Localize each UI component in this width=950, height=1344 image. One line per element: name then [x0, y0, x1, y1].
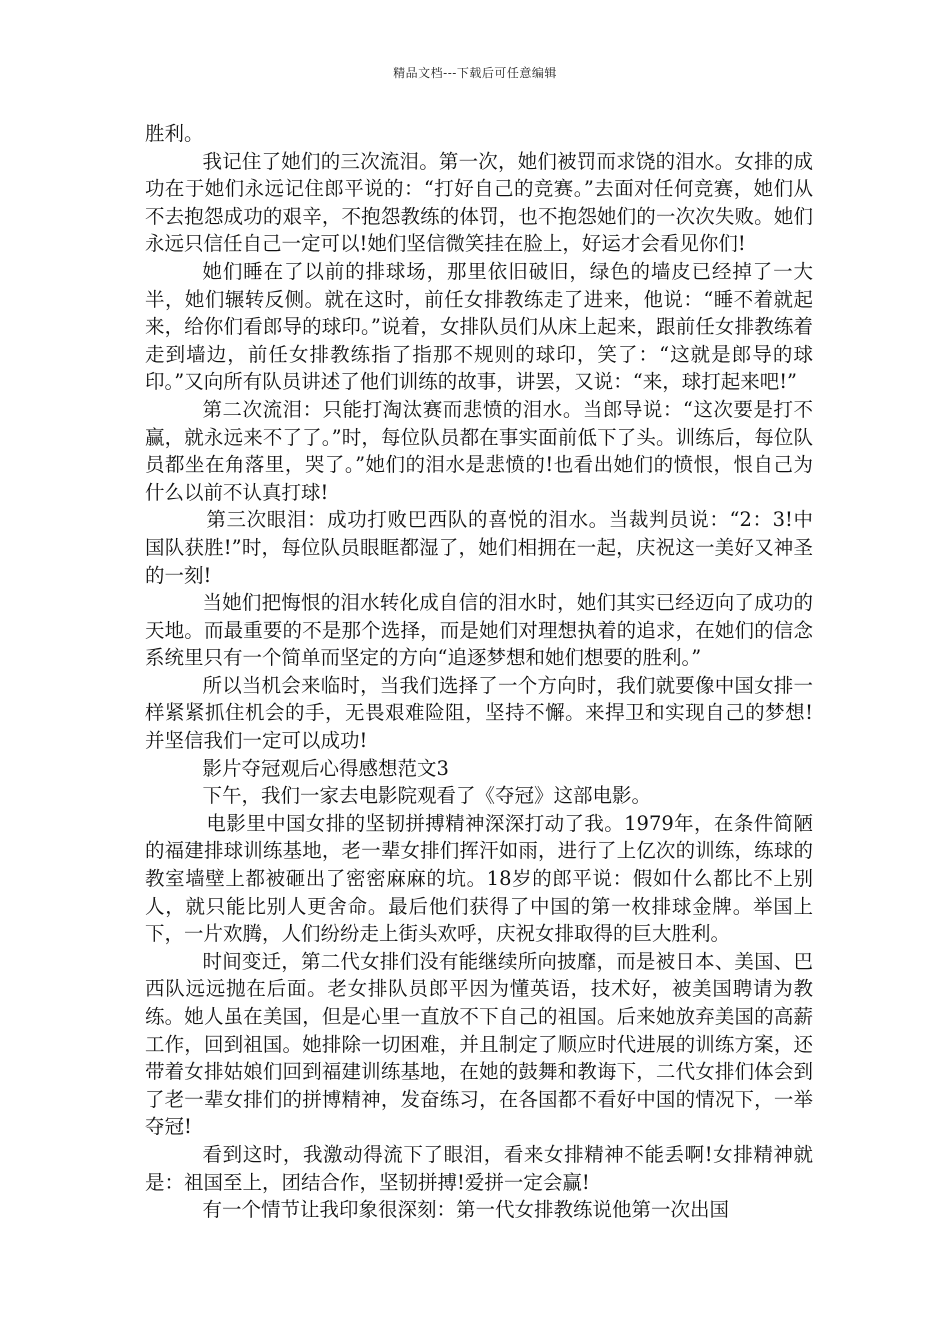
paragraph: 电影里中国女排的坚韧拼搏精神深深打动了我。1979年，在条件简陋的福建排球训练基地，老一辈女排们挥汗如雨，进行了上亿次的训练，练球的教室墙壁上都被砸出了密密麻麻的坑。18岁的郎平说：假如什么都比不上别人，就只能比别人更舍命。最后他们获得了中国的第一枚排球金牌。举国上下，一片欢腾，人们纷纷走上街头欢呼，庆祝女排取得的巨大胜利。 [145, 811, 813, 946]
paragraph: 第二次流泪：只能打淘汰赛而悲愤的泪水。当郎导说：“这次要是打不赢，就永远来不了了。”时，每位队员都在事实面前低下了头。训练后，每位队员都坐在角落里，哭了。”她们的泪水是悲愤的!也看出她们的愤恨，恨自己为什么以前不认真打球! [145, 397, 813, 504]
paragraph: 当她们把悔恨的泪水转化成自信的泪水时，她们其实已经迈向了成功的天地。而最重要的不是那个选择，而是她们对理想执着的追求，在她们的信念系统里只有一个简单而坚定的方向“追逐梦想和她们想要的胜利。” [145, 591, 813, 670]
document-body [145, 120, 813, 1224]
page-header: 精品文档---下载后可任意编辑 [393, 66, 557, 80]
paragraph: 胜利。 [145, 122, 204, 145]
paragraph: 第三次眼泪：成功打败巴西队的喜悦的泪水。当裁判员说：“2：3!中国队获胜!”时，每位队员眼眶都湿了，她们相拥在一起，庆祝这一美好又神圣的一刻! [145, 508, 813, 587]
paragraph: 有一个情节让我印象很深刻：第一代女排教练说他第一次出国 [202, 1198, 730, 1222]
paragraph: 看到这时，我激动得流下了眼泪，看来女排精神不能丢啊!女排精神就是：祖国至上，团结合作，坚韧拼搏!爱拼一定会赢! [145, 1142, 813, 1194]
paragraph: 我记住了她们的三次流泪。第一次，她们被罚而求饶的泪水。女排的成功在于她们永远记住郎平说的：“打好自己的竞赛。”去面对任何竞赛，她们从不去抱怨成功的艰辛，不抱怨教练的体罚，也不抱怨她们的一次次失败。她们永远只信任自己一定可以!她们坚信微笑挂在脸上，好运才会看见你们! [145, 149, 813, 256]
paragraph: 所以当机会来临时，当我们选择了一个方向时，我们就要像中国女排一样紧紧抓住机会的手，无畏艰难险阻，坚持不懈。来捍卫和实现自己的梦想!并坚信我们一定可以成功! [145, 673, 813, 753]
section-heading: 影片夺冠观后心得感想范文3 [202, 756, 449, 780]
paragraph: 她们睡在了以前的排球场，那里依旧破旧，绿色的墙皮已经掉了一大半，她们辗转反侧。就在这时，前任女排教练走了进来，他说：“睡不着就起来，给你们看郎导的球印。”说着，女排队员们从床上起来，跟前任女排教练着走到墙边，前任女排教练指了指那不规则的球印，笑了：“这就是郎导的球印。”又向所有队员讲述了他们训练的故事，讲罢，又说：“来，球打起来吧!” [145, 259, 813, 394]
paragraph: 下午，我们一家去电影院观看了《夺冠》这部电影。 [202, 784, 652, 808]
paragraph: 时间变迁，第二代女排们没有能继续所向披靡，而是被日本、美国、巴西队远远抛在后面。老女排队员郎平因为懂英语，技术好，被美国聘请为教练。她人虽在美国，但是心里一直放不下自己的祖国。后来她放弃美国的高薪工作，回到祖国。她排除一切困难，并且制定了顺应时代进展的训练方案，还带着女排姑娘们回到福建训练基地，在她的鼓舞和教诲下，二代女排们体会到了老一辈女排们的拼博精神，发奋练习，在各国都不看好中国的情况下，一举夺冠! [145, 949, 813, 1139]
